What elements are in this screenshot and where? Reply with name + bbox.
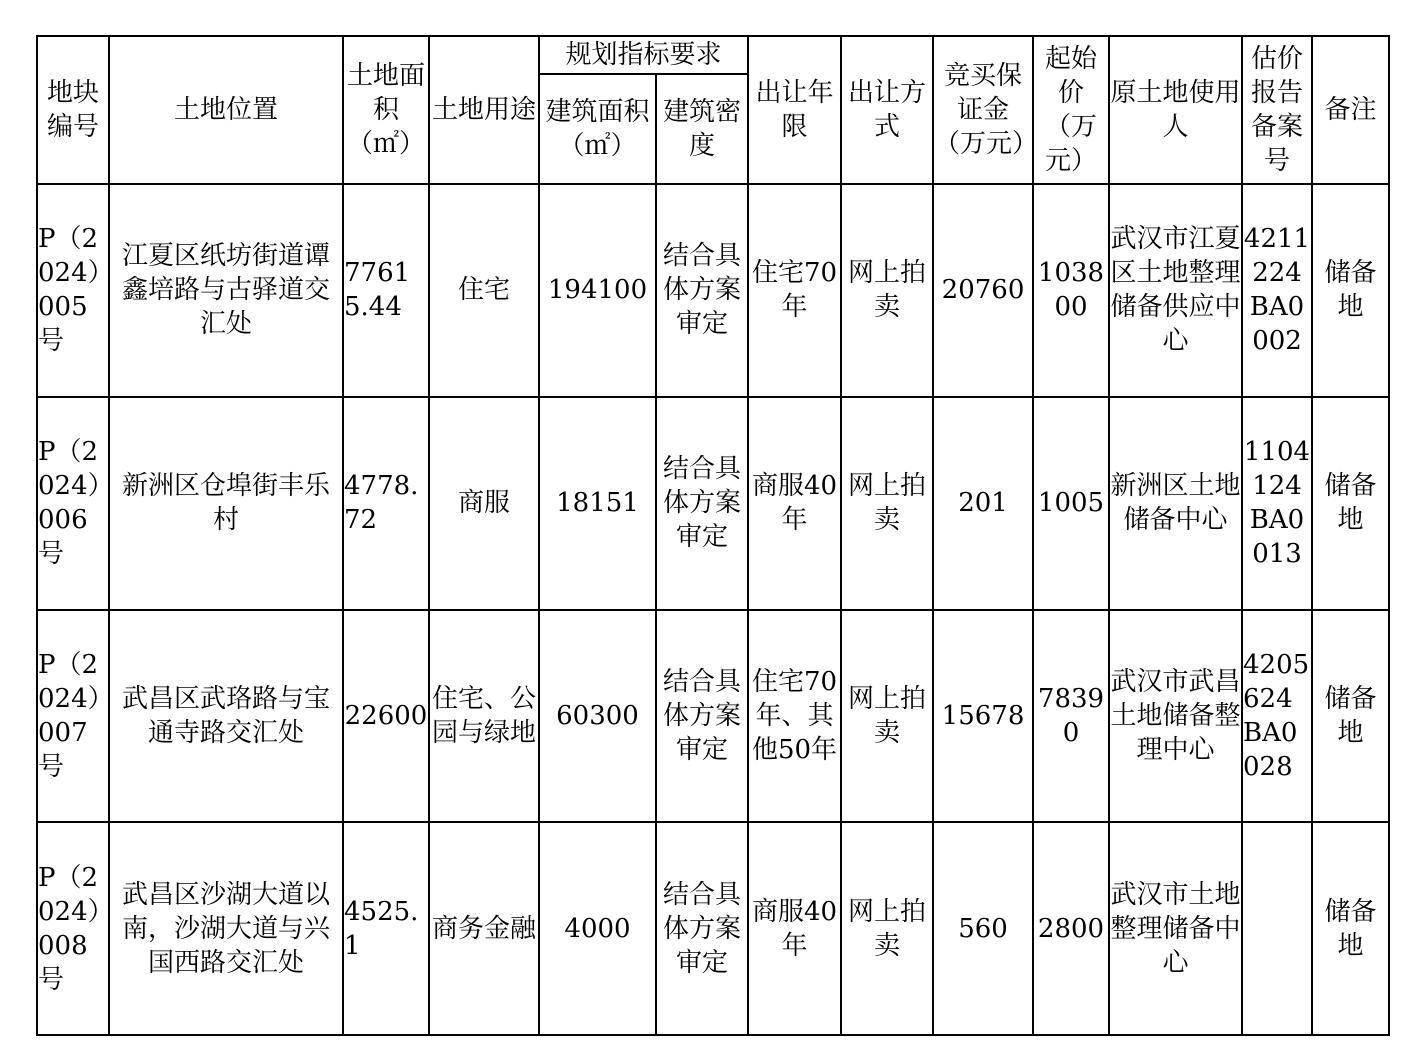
header-density: 建筑密度 (656, 74, 748, 184)
table-row (37, 822, 1389, 1035)
cell-start-price: 2800 (1033, 822, 1109, 1035)
cell-start-price: 78390 (1033, 610, 1109, 823)
table-row (37, 397, 1389, 610)
cell-location: 江夏区纸坊街道谭鑫培路与古驿道交汇处 (109, 184, 343, 397)
cell-density: 结合具体方案审定 (656, 397, 748, 610)
cell-area: 4778.72 (343, 397, 429, 610)
cell-floor-area: 194100 (539, 184, 656, 397)
cell-location: 新洲区仓埠街丰乐村 (109, 397, 343, 610)
cell-original-user: 武汉市土地整理储备中心 (1109, 822, 1242, 1035)
cell-remark: 储备地 (1312, 610, 1389, 823)
cell-term: 住宅70年 (748, 184, 841, 397)
cell-location: 武昌区沙湖大道以南，沙湖大道与兴国西路交汇处 (109, 822, 343, 1035)
cell-term: 商服40年 (748, 397, 841, 610)
cell-original-user: 武汉市武昌土地储备整理中心 (1109, 610, 1242, 823)
header-planning: 规划指标要求 (539, 36, 748, 74)
cell-deposit: 201 (933, 397, 1033, 610)
cell-use: 住宅 (429, 184, 539, 397)
table-row (37, 184, 1389, 397)
cell-method: 网上拍卖 (841, 184, 933, 397)
cell-term: 住宅70年、其他50年 (748, 610, 841, 823)
cell-density: 结合具体方案审定 (656, 610, 748, 823)
cell-remark: 储备地 (1312, 822, 1389, 1035)
cell-method: 网上拍卖 (841, 822, 933, 1035)
cell-area: 77615.44 (343, 184, 429, 397)
header-original-user: 原土地使用人 (1109, 36, 1242, 184)
cell-appraisal-no: 1104124BA0013 (1242, 397, 1312, 610)
cell-area: 4525.1 (343, 822, 429, 1035)
header-method: 出让方式 (841, 36, 933, 184)
header-remark: 备注 (1312, 36, 1389, 184)
table-row (37, 610, 1389, 823)
cell-block-no: P（2024）006号 (37, 397, 109, 610)
cell-start-price: 1005 (1033, 397, 1109, 610)
cell-appraisal-no: 4205624BA0028 (1242, 610, 1312, 823)
cell-deposit: 15678 (933, 610, 1033, 823)
header-deposit: 竞买保证金（万元） (933, 36, 1033, 184)
cell-block-no: P（2024）008号 (37, 822, 109, 1035)
cell-use: 商务金融 (429, 822, 539, 1035)
cell-density: 结合具体方案审定 (656, 822, 748, 1035)
header-use: 土地用途 (429, 36, 539, 184)
header-block-no: 地块编号 (37, 36, 109, 184)
cell-original-user: 武汉市江夏区土地整理储备供应中心 (1109, 184, 1242, 397)
cell-deposit: 20760 (933, 184, 1033, 397)
header-term: 出让年限 (748, 36, 841, 184)
cell-area: 22600 (343, 610, 429, 823)
cell-floor-area: 4000 (539, 822, 656, 1035)
cell-appraisal-no: 4211224BA0002 (1242, 184, 1312, 397)
cell-method: 网上拍卖 (841, 610, 933, 823)
cell-floor-area: 60300 (539, 610, 656, 823)
cell-remark: 储备地 (1312, 397, 1389, 610)
header-appraisal-no: 估价报告备案号 (1242, 36, 1312, 184)
cell-use: 住宅、公园与绿地 (429, 610, 539, 823)
cell-appraisal-no (1242, 822, 1312, 1035)
cell-location: 武昌区武珞路与宝通寺路交汇处 (109, 610, 343, 823)
cell-original-user: 新洲区土地储备中心 (1109, 397, 1242, 610)
cell-block-no: P（2024）007号 (37, 610, 109, 823)
cell-floor-area: 18151 (539, 397, 656, 610)
cell-remark: 储备地 (1312, 184, 1389, 397)
cell-start-price: 103800 (1033, 184, 1109, 397)
cell-use: 商服 (429, 397, 539, 610)
cell-block-no: P（2024）005号 (37, 184, 109, 397)
land-transfer-table (36, 35, 1390, 1036)
header-start-price: 起始价（万元） (1033, 36, 1109, 184)
cell-density: 结合具体方案审定 (656, 184, 748, 397)
header-area: 土地面积（㎡） (343, 36, 429, 184)
cell-deposit: 560 (933, 822, 1033, 1035)
header-location: 土地位置 (109, 36, 343, 184)
header-floor-area: 建筑面积（㎡） (539, 74, 656, 184)
cell-method: 网上拍卖 (841, 397, 933, 610)
cell-term: 商服40年 (748, 822, 841, 1035)
